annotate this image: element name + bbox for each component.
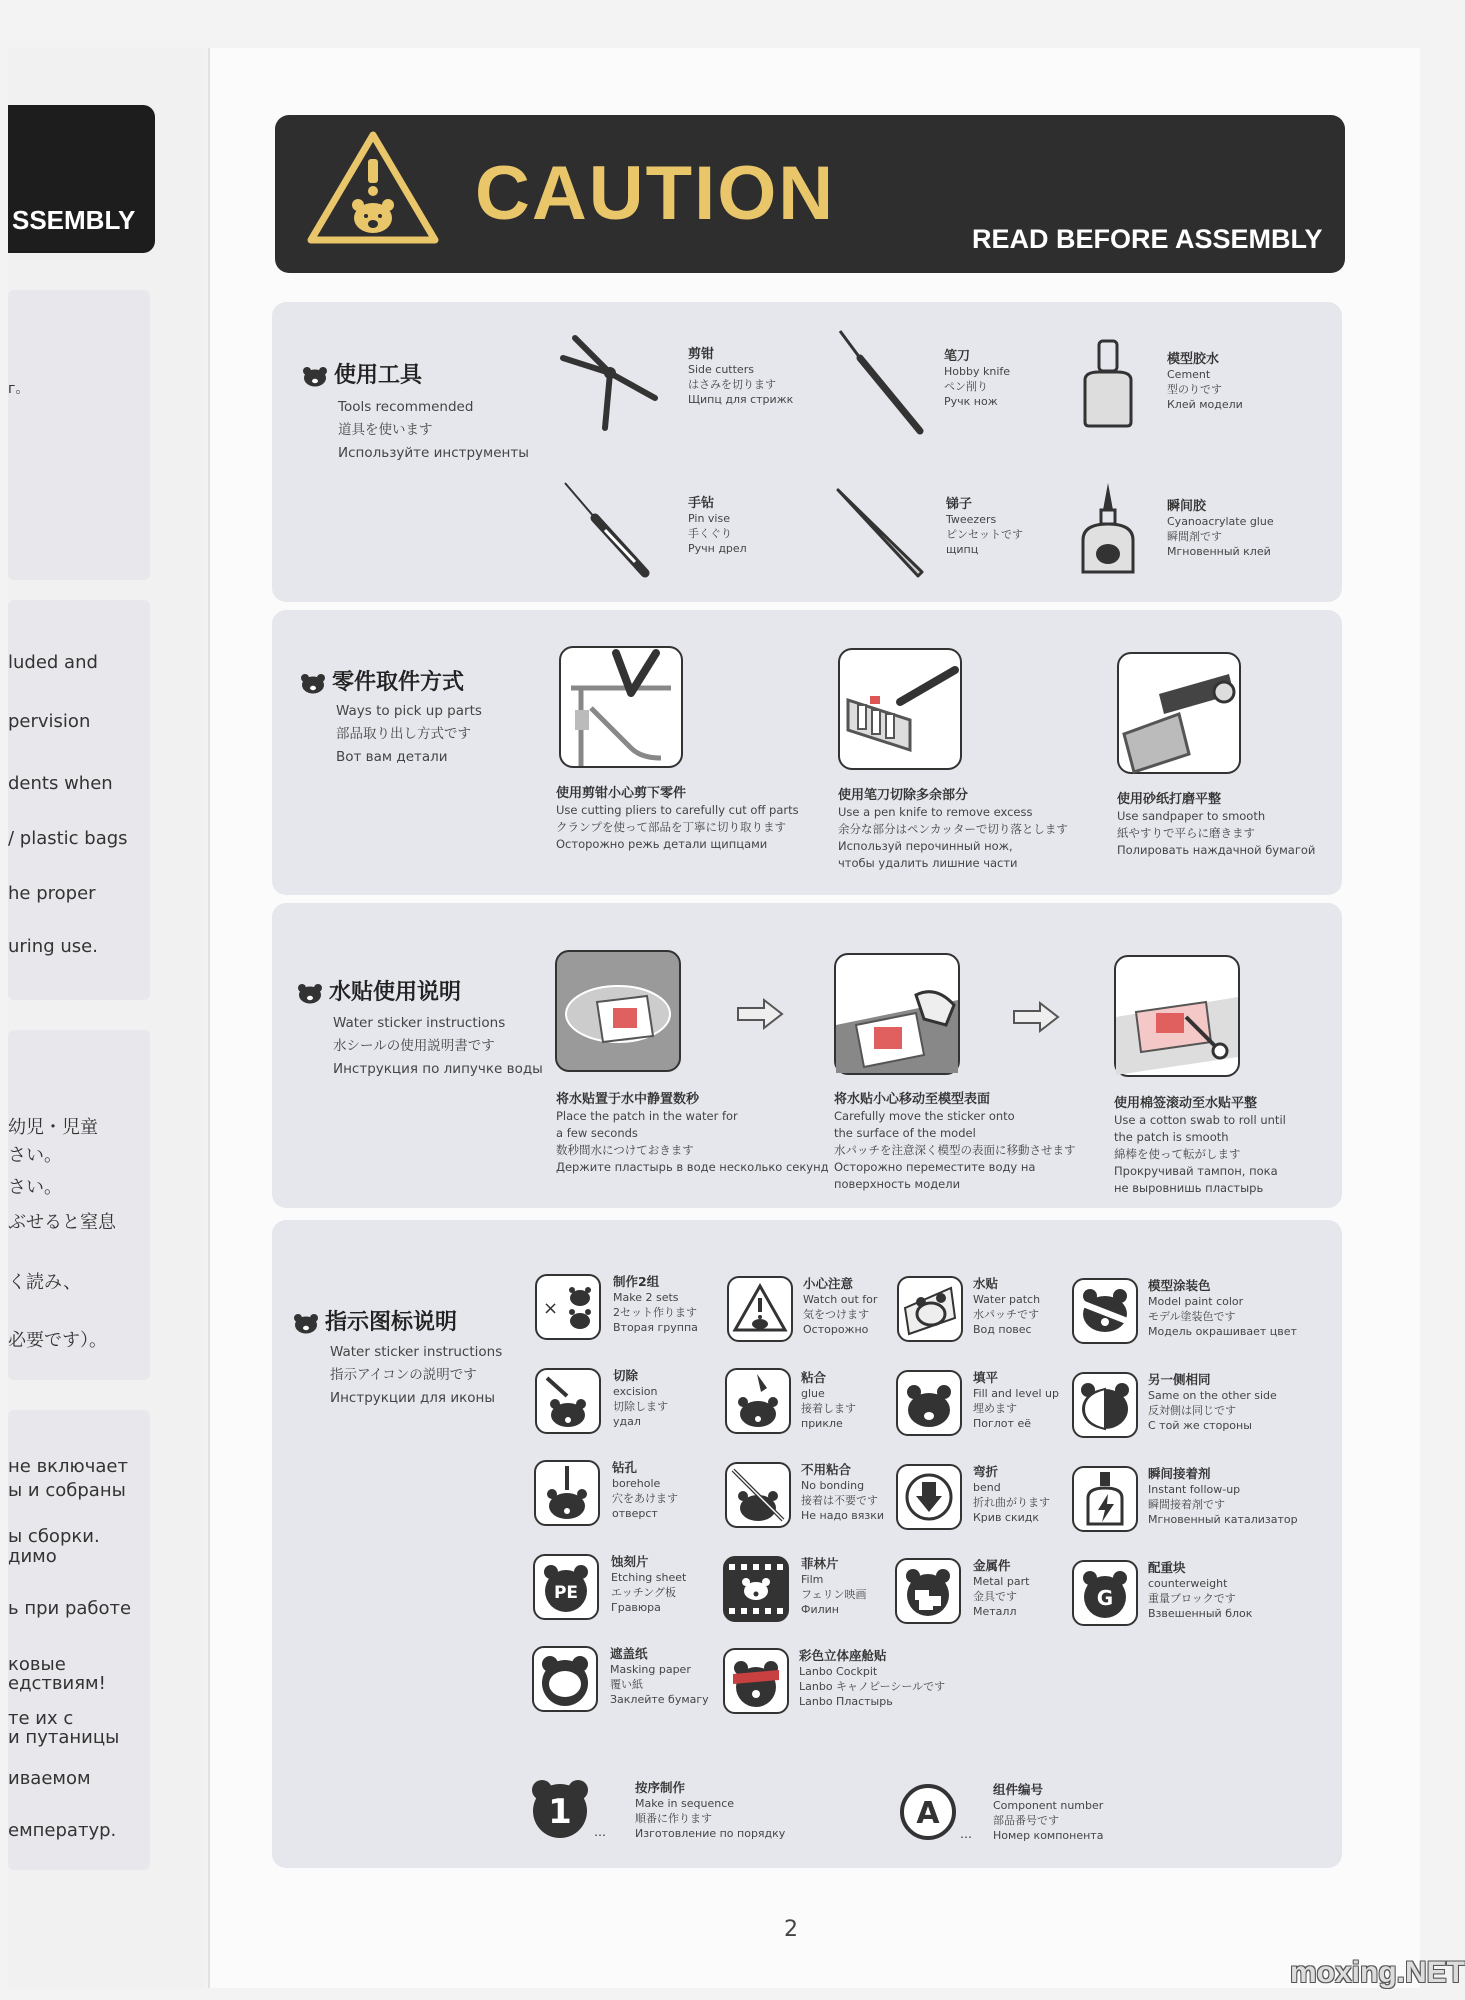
same-other-side-icon (1072, 1372, 1138, 1438)
icon-label-line: 金具です (973, 1590, 1017, 1603)
knife-trim-icon (840, 650, 960, 768)
pliers-sprue-icon (561, 648, 681, 766)
cotton-swab-icon (1116, 957, 1238, 1075)
icon-label-line: Поглот её (973, 1417, 1031, 1430)
icon-label-title: 小心注意 (803, 1276, 854, 1291)
trim-excess-illustration (838, 648, 962, 770)
icon-label-line: Metal part (973, 1575, 1030, 1588)
left-text-line: ь при работе (8, 1598, 132, 1619)
subtitle-line: 道具を使います (338, 422, 433, 438)
sanding-illustration (1117, 652, 1241, 774)
icon-label-line: 部品番号です (993, 1814, 1059, 1827)
left-text-line: ぶせると窒息 (8, 1212, 116, 1233)
icon-label (801, 1370, 856, 1431)
make-2-sets-icon (535, 1274, 601, 1340)
icon-label-line: Same on the other side (1148, 1389, 1277, 1402)
water-bowl-icon (557, 952, 679, 1070)
subtitle-line: Инструкция по липучке воды (333, 1061, 543, 1077)
left-text-line: не включает (8, 1456, 128, 1477)
cut-parts-illustration (559, 646, 683, 768)
bear-icon (302, 365, 328, 387)
tool-line: はさみを切ります (688, 378, 776, 391)
icon-label (801, 1556, 866, 1617)
page-number: 2 (784, 1917, 798, 1942)
icon-label-line: Вторая группа (613, 1321, 698, 1334)
icon-label-title: 按序制作 (635, 1780, 686, 1795)
icon-label-line: bend (973, 1481, 1001, 1494)
water-patch-icon (897, 1276, 963, 1342)
component-number-icon (898, 1782, 982, 1842)
icon-label-title: 填平 (973, 1370, 999, 1385)
parts-title-row (300, 665, 464, 696)
icon-label-line: Make in sequence (635, 1797, 735, 1810)
watermark: moxing.NET (1290, 1956, 1465, 1989)
step-line: 使用砂纸打磨平整 (1117, 792, 1222, 807)
step-line: a few seconds (556, 1126, 638, 1140)
icon-label-line: Lanbo Cockpit (799, 1665, 878, 1678)
icon-label-title: 不用粘合 (801, 1462, 852, 1477)
parts-title: 零件取件方式 (332, 670, 465, 695)
step-line: Используй перочинный нож, (838, 839, 1013, 853)
sandpaper-icon (1119, 654, 1239, 772)
icon-label (613, 1368, 668, 1429)
icon-label (973, 1370, 1059, 1431)
tool-line: щипц (946, 543, 979, 556)
icon-label-line: прикле (801, 1417, 843, 1430)
icon-label-line: Lanbo キャノピーシールです (799, 1680, 946, 1693)
icon-label-line: 接着します (801, 1402, 856, 1415)
left-text-line: luded and (8, 652, 98, 673)
no-bonding-icon (725, 1462, 791, 1528)
svg-text:PE: PE (553, 1583, 579, 1603)
step-line: Полировать наждачной бумагой (1117, 843, 1316, 857)
left-panel (8, 290, 150, 580)
step-line: the surface of the model (834, 1126, 976, 1140)
svg-text:×: × (543, 1298, 559, 1319)
icon-label-title: 遮盖纸 (610, 1646, 648, 1661)
arrow-right-icon (1012, 1001, 1060, 1033)
step-line: 水パッチを注意深く模型の表面に移動させます (834, 1143, 1076, 1157)
left-text-line: иваемом (8, 1768, 91, 1789)
step-line: Use cutting pliers to carefully cut off parts (556, 803, 799, 817)
left-text-line: г。 (8, 381, 30, 397)
sequence-label (635, 1780, 785, 1841)
left-text-line: димо (8, 1546, 57, 1567)
left-text-line: く読み、 (8, 1272, 82, 1293)
etching-sheet-icon (533, 1554, 599, 1620)
icon-label-line: Не надо вязки (801, 1509, 885, 1522)
subtitle-line: 水シールの使用説明書です (333, 1038, 495, 1054)
icon-label (801, 1462, 884, 1523)
watch-out-icon (727, 1276, 793, 1342)
lanbo-cockpit-icon (723, 1648, 789, 1714)
parts-step-2-text (838, 787, 1068, 872)
icon-label-line: Взвешенный блок (1148, 1607, 1253, 1620)
icon-label-line: フェリン映画 (801, 1588, 867, 1601)
icon-label (1148, 1466, 1298, 1527)
left-text-line: uring use. (8, 936, 98, 957)
icon-label-line: Water patch (973, 1293, 1041, 1306)
icon-label (611, 1554, 686, 1615)
step-line: поверхность модели (834, 1177, 961, 1191)
left-text-line: едствиям! (8, 1673, 106, 1694)
icon-label-title: 模型涂装色 (1148, 1278, 1211, 1293)
icon-label-line: 折れ曲がります (973, 1496, 1050, 1509)
icon-label (612, 1460, 678, 1521)
subtitle-line: Water sticker instructions (330, 1344, 503, 1360)
bear-icon (300, 672, 326, 694)
icon-label (1148, 1278, 1297, 1339)
icon-label-line: Изготовление по порядку (635, 1827, 786, 1840)
tool-label-pin-vise (688, 496, 747, 556)
icons-subtitle (330, 1341, 502, 1410)
caution-subtitle: READ BEFORE ASSEMBLY (972, 224, 1323, 254)
icons-title: 指示图标说明 (325, 1310, 458, 1335)
subtitle-line: 部品取り出し方式です (336, 726, 471, 742)
step-line: 紙やすりで平らに磨きます (1117, 826, 1255, 840)
step-line: Carefully move the sticker onto (834, 1109, 1015, 1123)
tool-line: ペン削り (944, 380, 988, 393)
left-text-line: ковые (8, 1654, 66, 1675)
icon-label-line: Модель окрашивает цвет (1148, 1325, 1297, 1338)
icon-label-line: Металл (973, 1605, 1017, 1618)
tool-label-cement (1167, 352, 1243, 412)
subtitle-line: Tools recommended (338, 399, 474, 415)
tool-name: 锑子 (946, 497, 973, 512)
tool-name: 手钻 (688, 496, 715, 511)
tool-line: Tweezers (946, 513, 997, 526)
icon-label-line: 穴をあけます (612, 1492, 678, 1505)
icon-label-line: No bonding (801, 1479, 865, 1492)
icon-label-line: Instant follow-up (1148, 1483, 1241, 1496)
icon-label (1148, 1372, 1277, 1433)
step-line: 使用剪钳小心剪下零件 (556, 786, 687, 801)
step-line: 将水贴置于水中静置数秒 (556, 1092, 700, 1107)
icon-label-title: 金属件 (973, 1558, 1011, 1573)
step-line: Use sandpaper to smooth (1117, 809, 1266, 823)
film-icon (723, 1556, 789, 1622)
tool-line: Cement (1167, 368, 1211, 381)
icon-label-line: 接着は不要です (801, 1494, 878, 1507)
parts-subtitle (336, 700, 482, 769)
step-line: 数秒間水につけておきます (556, 1143, 694, 1157)
step-line: Use a cotton swab to roll until (1114, 1113, 1286, 1127)
left-header-banner (8, 105, 155, 253)
left-text-line: さい。 (8, 1177, 62, 1198)
water-title: 水贴使用说明 (329, 980, 462, 1005)
tool-line: 瞬間剤です (1167, 530, 1222, 543)
icon-label-line: borehole (612, 1477, 661, 1490)
tool-line: Pin vise (688, 512, 730, 525)
water-step-1-text (556, 1091, 829, 1176)
step-line: 綿棒を使って転がします (1114, 1147, 1241, 1161)
svg-text:…: … (594, 1825, 606, 1839)
icon-label-line: Watch out for (803, 1293, 878, 1306)
icon-label-line: 2セット作ります (613, 1306, 697, 1319)
water-title-row (297, 975, 461, 1006)
bear-icon (293, 1312, 319, 1334)
icon-label (973, 1276, 1040, 1337)
icon-label-line: Masking paper (610, 1663, 691, 1676)
parts-step-1-text (556, 785, 799, 853)
step-line: 余分な部分はペンカッターで切り落とします (838, 822, 1068, 836)
sticker-slide-icon (836, 955, 958, 1073)
counterweight-icon (1072, 1560, 1138, 1626)
left-text-line: и путаницы (8, 1727, 120, 1748)
tool-line: Щипц для стрижк (688, 393, 794, 406)
icon-label (610, 1646, 709, 1707)
excision-icon (535, 1368, 601, 1434)
water-step-3-text (1114, 1095, 1286, 1197)
soak-illustration (555, 950, 681, 1072)
icon-label-line: glue (801, 1387, 825, 1400)
subtitle-line: Вот вам детали (336, 749, 448, 765)
step-line: 使用棉签滚动至水贴平整 (1114, 1096, 1258, 1111)
step-line: Прокручивай тампон, пока (1114, 1164, 1278, 1178)
hobby-knife-icon (830, 326, 930, 438)
component-glyph: A (916, 1796, 940, 1831)
glue-icon (725, 1368, 791, 1434)
tool-label-tweezers (946, 497, 1023, 557)
bear-icon (297, 982, 323, 1004)
icon-label-title: 组件编号 (993, 1782, 1044, 1797)
step-line: Держите пластырь в воде несколько секунд (556, 1160, 829, 1174)
warning-bear-icon (303, 125, 443, 250)
icon-label-line: Номер компонента (993, 1829, 1104, 1842)
subtitle-line: Инструкции для иконы (330, 1390, 495, 1406)
icon-label-line: Осторожно (803, 1323, 869, 1336)
icon-label-line: Гравюра (611, 1601, 661, 1614)
tool-name: 模型胶水 (1167, 352, 1220, 367)
tool-line: Ручн дрел (688, 542, 747, 555)
step-line: чтобы удалить лишние части (838, 856, 1018, 870)
icon-label-line: Заклейте бумагу (610, 1693, 709, 1706)
icon-label-title: 钻孔 (612, 1460, 638, 1475)
tool-line: Ручк нож (944, 395, 998, 408)
icon-label-title: 制作2组 (613, 1274, 660, 1289)
tools-subtitle (338, 396, 529, 465)
icon-label-line: Etching sheet (611, 1571, 687, 1584)
left-text-line: 必要です）。 (8, 1330, 107, 1351)
parts-step-3-text (1117, 791, 1315, 859)
icon-label-line: 気をつけます (803, 1308, 869, 1321)
instant-glue-bottle-icon (1075, 480, 1141, 580)
cement-bottle-icon (1075, 338, 1141, 430)
svg-text:…: … (960, 1827, 972, 1841)
instant-catalyst-icon (1072, 1466, 1138, 1532)
step-line: Place the patch in the water for (556, 1109, 738, 1123)
caution-title: CAUTION (475, 151, 836, 236)
pin-vise-icon (555, 478, 665, 584)
icon-label-line: 重量ブロックです (1148, 1592, 1236, 1605)
tool-line: ピンセットです (946, 528, 1023, 541)
tool-label-hobby-knife (944, 349, 1010, 409)
icon-label-line: Филин (801, 1603, 839, 1616)
left-text-line: dents when (8, 773, 113, 794)
step-line: 将水贴小心移动至模型表面 (834, 1092, 991, 1107)
left-header-text: SSEMBLY (12, 205, 136, 235)
step-line: Use a pen knife to remove excess (838, 805, 1033, 819)
icon-label-line: отверст (612, 1507, 658, 1520)
icon-label-line: 水パッチです (973, 1308, 1039, 1321)
tools-title: 使用工具 (334, 363, 423, 388)
icon-label-line: 埋めます (973, 1402, 1017, 1415)
svg-text:G: G (1096, 1586, 1114, 1610)
subtitle-line: Water sticker instructions (333, 1015, 506, 1031)
sequence-glyph: 1 (548, 1792, 572, 1832)
icon-label-title: 瞬间接着剂 (1148, 1466, 1211, 1481)
subtitle-line: Ways to pick up parts (336, 703, 482, 719)
tool-label-cyanoacrylate-glue (1167, 499, 1274, 559)
subtitle-line: 指示アイコンの説明です (330, 1367, 477, 1383)
tool-label-side-cutters (688, 347, 793, 407)
water-step-2-text (834, 1091, 1076, 1193)
step-line: не выровнишь пластырь (1114, 1181, 1264, 1195)
icon-label-line: counterweight (1148, 1577, 1228, 1590)
icon-label-title: 水贴 (973, 1276, 999, 1291)
tool-name: 笔刀 (944, 349, 971, 364)
icon-label-line: モデル塗装色です (1148, 1310, 1236, 1323)
icon-label-line: Film (801, 1573, 824, 1586)
icon-label-line: 反対側は同じです (1148, 1404, 1236, 1417)
icon-label-line: エッチング板 (611, 1586, 677, 1599)
tool-line: 型のりです (1167, 383, 1222, 396)
left-text-line: pervision (8, 711, 91, 732)
icon-label-line: Fill and level up (973, 1387, 1059, 1400)
make-in-sequence-icon (530, 1778, 606, 1840)
step-line: 使用笔刀切除多余部分 (838, 788, 969, 803)
icon-label-line: удал (613, 1415, 641, 1428)
move-sticker-illustration (834, 953, 960, 1075)
masking-paper-icon (532, 1646, 598, 1712)
icon-label-line: Крив скидк (973, 1511, 1040, 1524)
arrow-right-icon (736, 998, 784, 1030)
left-panel (8, 1410, 150, 1870)
left-text-line: / plastic bags (8, 828, 128, 849)
water-subtitle (333, 1012, 543, 1081)
tool-line: Cyanoacrylate glue (1167, 515, 1274, 528)
left-text-line: емператур. (8, 1820, 117, 1841)
icon-label-title: 菲林片 (801, 1556, 839, 1571)
bend-icon (896, 1464, 962, 1530)
step-line: クランプを使って部品を丁寧に切り取ります (556, 820, 786, 834)
icon-label-title: 另一侧相同 (1148, 1372, 1211, 1387)
icon-label (803, 1276, 877, 1337)
tool-name: 剪钳 (688, 347, 715, 362)
left-text-line: さい。 (8, 1145, 62, 1166)
left-text-line: те их с (8, 1708, 74, 1729)
icon-label-line: Мгновенный катализатор (1148, 1513, 1298, 1526)
icon-label-line: 瞬間接着剤です (1148, 1498, 1225, 1511)
icon-label-line: С той же стороны (1148, 1419, 1252, 1432)
step-line: Осторожно переместите воду на (834, 1160, 1036, 1174)
side-cutters-icon (555, 328, 665, 438)
tool-line: Клей модели (1167, 398, 1243, 411)
icon-label (799, 1648, 945, 1709)
icon-label (973, 1464, 1050, 1525)
tool-line: Side cutters (688, 363, 754, 376)
icon-label-line: 切除します (613, 1400, 668, 1413)
icon-label-title: 切除 (613, 1368, 639, 1383)
icon-label-line: 順番に作ります (635, 1812, 712, 1825)
step-line: Осторожно режь детали щипцами (556, 837, 768, 851)
metal-part-icon (895, 1558, 961, 1624)
icon-label-line: Make 2 sets (613, 1291, 679, 1304)
step-line: the patch is smooth (1114, 1130, 1229, 1144)
icon-label-title: 粘合 (801, 1370, 827, 1385)
left-text-line: ы и собраны (8, 1480, 126, 1501)
tool-line: Мгновенный клей (1167, 545, 1271, 558)
borehole-icon (534, 1460, 600, 1526)
tools-title-row (302, 358, 422, 389)
icon-label-title: 弯折 (973, 1464, 999, 1479)
icon-label-line: excision (613, 1385, 658, 1398)
icon-label-line: Model paint color (1148, 1295, 1244, 1308)
icon-label-title: 彩色立体座舱贴 (799, 1648, 887, 1663)
cotton-swab-illustration (1114, 955, 1240, 1077)
model-paint-icon (1072, 1278, 1138, 1344)
icon-label (973, 1558, 1029, 1619)
tool-line: 手くぐり (688, 527, 732, 540)
icon-label-line: 覆い紙 (610, 1678, 643, 1691)
tool-line: Hobby knife (944, 365, 1011, 378)
icon-label-line: Component number (993, 1799, 1104, 1812)
left-text-line: he proper (8, 883, 96, 904)
icon-label-title: 配重块 (1148, 1560, 1186, 1575)
icons-title-row (293, 1305, 457, 1336)
icon-label-line: Lanbo Пластырь (799, 1695, 893, 1708)
tweezers-icon (830, 484, 930, 584)
tool-name: 瞬间胶 (1167, 499, 1207, 514)
left-text-line: ы сборки. (8, 1526, 100, 1547)
subtitle-line: Используйте инструменты (338, 445, 529, 461)
icon-label (613, 1274, 698, 1335)
icon-label (1148, 1560, 1252, 1621)
component-label (993, 1782, 1103, 1843)
icon-label-title: 蚀刻片 (611, 1554, 649, 1569)
icon-label-line: Вод повес (973, 1323, 1032, 1336)
left-text-line: 幼児・児童 (8, 1117, 98, 1138)
fill-level-icon (896, 1370, 962, 1436)
